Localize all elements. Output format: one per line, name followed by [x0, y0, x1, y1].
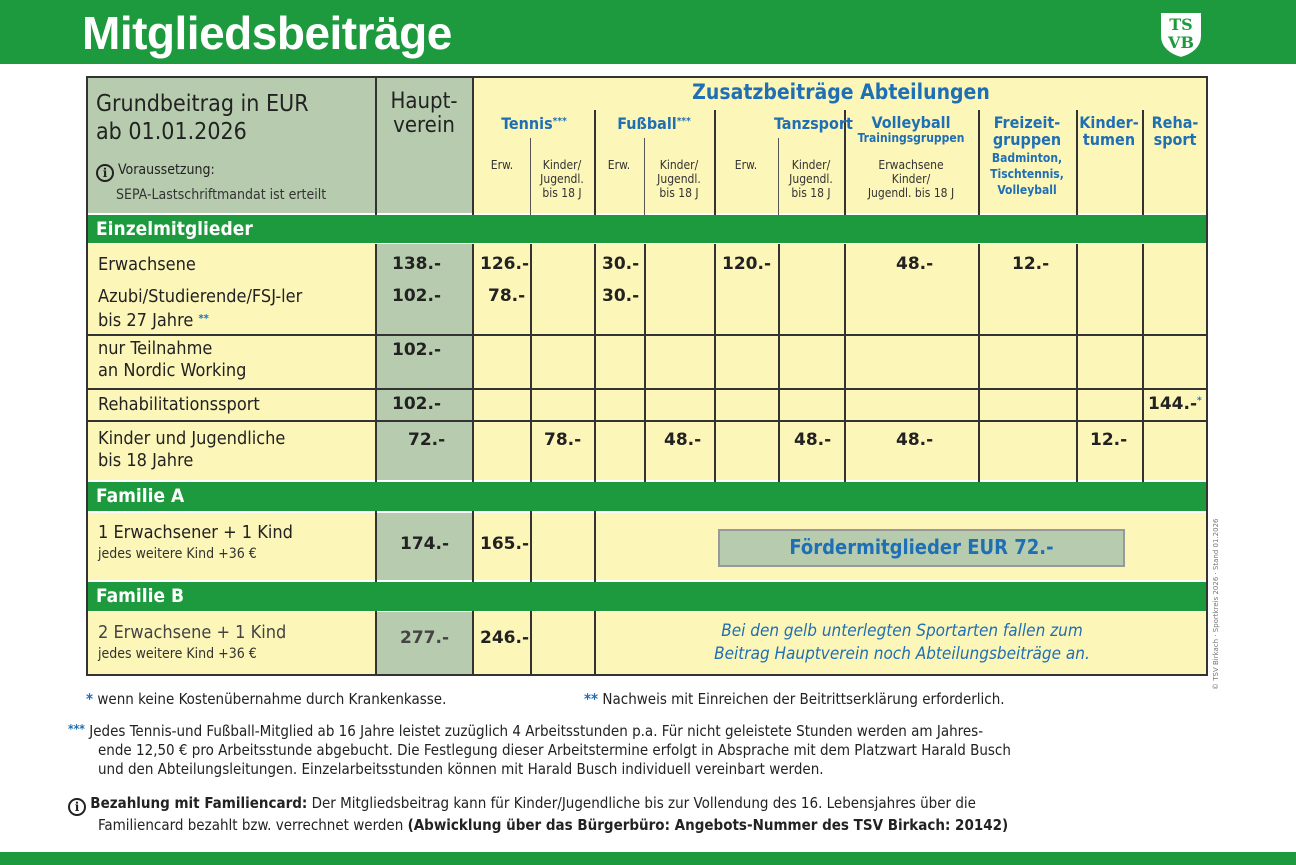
rehasport-header: Reha- sport [1151, 113, 1199, 149]
tsvb-logo [1156, 8, 1206, 60]
section-einzel-title: Einzelmitglieder [96, 218, 253, 240]
row-kinder-fussball: 48.- [664, 430, 702, 450]
row-azubi-fussball: 30.- [602, 286, 640, 306]
volley-sub: Erwachsene Kinder/ Jugendl. bis 18 J [867, 158, 955, 200]
volleyball-header: Volleyball Trainingsgruppen [857, 113, 965, 145]
row-famA-label: 1 Erwachsener + 1 Kind jedes weitere Kind +36 € [98, 522, 293, 562]
footnote-2: ** Nachweis mit Einreichen der Beitrittserklärung erforderlich. [584, 690, 1005, 708]
section-familieA-title: Familie A [96, 485, 185, 507]
info-icon: i [68, 798, 86, 816]
row-kinder-volley: 48.- [896, 430, 934, 450]
row-kinder-label: Kinder und Jugendliche bis 18 Jahre [98, 428, 286, 471]
svg-text:TS: TS [1169, 15, 1193, 34]
copyright-side: © TSV Birkach · Sportkreis 2026 · Stand 01.2026 [1212, 518, 1220, 690]
abteilung-note: Bei den gelb unterlegten Sportarten fallen zum Beitrag Hauptverein noch Abteilungsbeiträge an. [714, 621, 1090, 664]
row-erwachsene-tennis: 126.- [480, 254, 529, 274]
freizeit-header: Freizeit- gruppen Badminton, Tischtennis, Volleyball [990, 113, 1064, 197]
row-erwachsene-fussball: 30.- [602, 254, 640, 274]
zusatz-title: Zusatzbeiträge Abteilungen [692, 80, 990, 104]
info-icon: i [96, 164, 114, 182]
tennis-header: Tennis*** [501, 114, 567, 133]
row-kinder-haupt: 72.- [408, 430, 446, 450]
row-nordic-haupt: 102.- [392, 340, 441, 360]
fee-table [86, 76, 1208, 676]
footnote-1: * wenn keine Kostenübernahme durch Krankenkasse. [86, 690, 447, 708]
row-erwachsene-tanz: 120.- [722, 254, 771, 274]
row-erwachsene-freizeit: 12.- [1012, 254, 1050, 274]
row-kinder-tennis: 78.- [544, 430, 582, 450]
row-kinder-tanz: 48.- [794, 430, 832, 450]
fussball-erw-sub: Erw. [607, 158, 631, 172]
fussball-header: Fußball*** [617, 114, 691, 133]
row-famA-tennis: 165.- [480, 534, 529, 554]
voraussetzung: i Voraussetzung: [96, 162, 215, 182]
hauptverein-header: Haupt- verein [390, 89, 458, 138]
tanzsport-header: Tanzsport [774, 114, 853, 133]
row-erwachsene-volley: 48.- [896, 254, 934, 274]
fussball-kj-sub: Kinder/ Jugendl. bis 18 J [657, 158, 701, 200]
row-kinder-kinderturnen: 12.- [1090, 430, 1128, 450]
row-erwachsene-haupt: 138.- [392, 254, 441, 274]
row-nordic-label: nur Teilnahme an Nordic Working [98, 338, 247, 381]
page-title: Mitgliedsbeiträge [82, 7, 452, 59]
tanz-kj-sub: Kinder/ Jugendl. bis 18 J [789, 158, 833, 200]
row-azubi-label: Azubi/Studierende/FSJ-ler bis 27 Jahre ** [98, 286, 303, 331]
row-famB-tennis: 246.- [480, 628, 529, 648]
tennis-kj-sub: Kinder/ Jugendl. bis 18 J [540, 158, 584, 200]
row-azubi-tennis: 78.- [488, 286, 526, 306]
row-reha-haupt: 102.- [392, 394, 441, 414]
footnote-3: *** Jedes Tennis-und Fußball-Mitglied ab 16 Jahre leistet zuzüglich 4 Arbeitsstunden p.a. Für nicht geleistete Stunden werden am Jahres- ende 12,50 € pro Arbeitsstunde abgebucht. Die Festlegung dieser Arbeitstermine erfolgt in Absprache mit dem Platzwart Harald Busch und den Abteilungsleitungen. Einzelarbeitsstunden können mit Harald Busch individuell vereinbart werden. [68, 722, 1011, 778]
row-azubi-haupt: 102.- [392, 286, 441, 306]
tanz-erw-sub: Erw. [734, 158, 758, 172]
row-famB-haupt: 277.- [400, 628, 449, 648]
row-erwachsene-label: Erwachsene [98, 254, 196, 275]
foerdermitglieder-box: Fördermitglieder EUR 72.- [718, 529, 1125, 567]
svg-text:VB: VB [1168, 33, 1194, 52]
section-familieB-title: Familie B [96, 585, 185, 607]
row-reha-rehasport: 144.-* [1148, 394, 1202, 414]
familiencard-note: i Bezahlung mit Familiencard: Der Mitgliedsbeitrag kann für Kinder/Jugendliche bis zur Vollendung des 16. Lebensjahres über die Familiencard bezahlt bzw. verrechnet werden (Abwicklung über das Bürgerbüro: Angebots-Nummer des TSV Birkach: 20142) [68, 794, 1008, 835]
tennis-erw-sub: Erw. [490, 158, 514, 172]
grund-title: Grundbeitrag in EUR ab 01.01.2026 [96, 91, 309, 145]
bottom-bar [0, 852, 1296, 865]
kinderturnen-header: Kinder- tumen [1079, 113, 1139, 149]
row-reha-label: Rehabilitationssport [98, 394, 260, 415]
row-famB-label: 2 Erwachsene + 1 Kind jedes weitere Kind +36 € [98, 622, 287, 662]
sepa-note: SEPA-Lastschriftmandat ist erteilt [116, 187, 327, 203]
row-famA-haupt: 174.- [400, 534, 449, 554]
